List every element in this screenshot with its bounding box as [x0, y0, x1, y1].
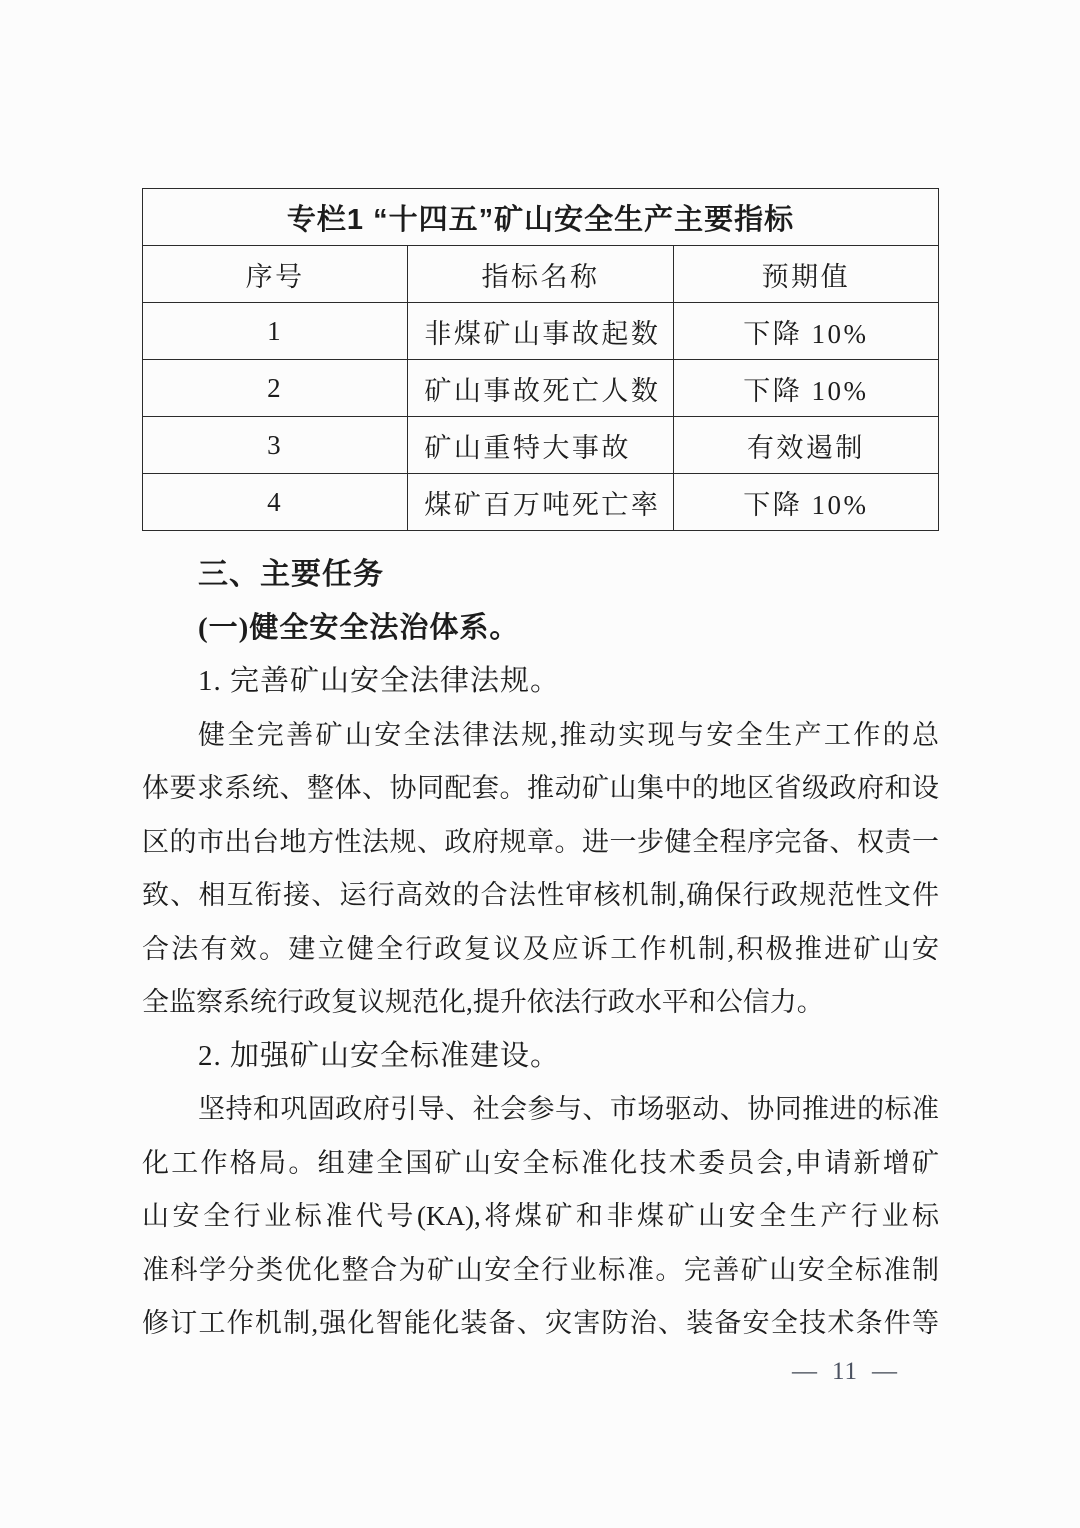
cell-expected-value: 下降 10%	[673, 474, 938, 531]
table-row	[143, 360, 939, 417]
paragraph1-line: 合法有效。建立健全行政复议及应诉工作机制,积极推进矿山安	[142, 933, 939, 964]
table-title-row	[143, 189, 939, 246]
paragraph2-line: 坚持和巩固政府引导、社会参与、市场驱动、协同推进的标准	[198, 1094, 939, 1124]
paragraph1-line: 全监察系统行政复议规范化,提升依法行政水平和公信力。	[142, 987, 824, 1017]
item2-heading: 2. 加强矿山安全标准建设。	[198, 1039, 561, 1072]
cell-expected-value: 下降 10%	[673, 360, 938, 417]
column-header-value: 预期值	[673, 246, 938, 303]
section-heading: 三、主要任务	[198, 558, 384, 591]
page-number	[745, 1358, 945, 1386]
column-header-no: 序号	[143, 246, 408, 303]
table-row	[143, 417, 939, 474]
paragraph1-line: 致、相互衔接、运行高效的合法性审核机制,确保行政规范性文件	[142, 880, 939, 910]
paragraph2-line: 化工作格局。组建全国矿山安全标准化技术委员会,申请新增矿	[142, 1147, 939, 1178]
cell-indicator-name-text: 非煤矿山事故起数	[424, 318, 661, 349]
table-header-row	[143, 246, 939, 303]
page-number-dash-left: —	[791, 1358, 818, 1385]
page-number-value: 11	[831, 1358, 859, 1385]
cell-row-no: 3	[143, 417, 408, 474]
cell-indicator-name	[408, 417, 673, 474]
cell-indicator-name	[408, 303, 673, 360]
cell-row-no: 2	[143, 360, 408, 417]
cell-indicator-name-text: 煤矿百万吨死亡率	[424, 489, 661, 520]
cell-row-no: 4	[143, 474, 408, 531]
paragraph1-line: 体要求系统、整体、协同配套。推动矿山集中的地区省级政府和设	[142, 773, 939, 803]
cell-expected-value: 下降 10%	[673, 303, 938, 360]
cell-expected-value: 有效遏制	[673, 417, 938, 474]
paragraph1-line: 健全完善矿山安全法律法规,推动实现与安全生产工作的总	[198, 719, 939, 750]
table-row	[143, 474, 939, 531]
paragraph2-line: 准科学分类优化整合为矿山安全行业标准。完善矿山安全标准制	[142, 1254, 939, 1285]
paragraph1-line: 区的市出台地方性法规、政府规章。进一步健全程序完备、权责一	[142, 826, 939, 857]
page-number-dash-right: —	[872, 1358, 899, 1385]
table-title: 专栏1 “十四五”矿山安全生产主要指标	[143, 189, 939, 246]
cell-indicator-name-text: 矿山事故死亡人数	[424, 375, 661, 406]
indicator-table	[142, 188, 939, 531]
cell-indicator-name	[408, 360, 673, 417]
subsection-heading: (一)健全安全法治体系。	[198, 611, 520, 644]
paragraph2-line: 修订工作机制,强化智能化装备、灾害防治、装备安全技术条件等	[142, 1308, 939, 1338]
cell-indicator-name-text: 矿山重特大事故	[424, 432, 631, 463]
cell-indicator-name	[408, 474, 673, 531]
table-row	[143, 303, 939, 360]
column-header-name: 指标名称	[408, 246, 673, 303]
paragraph2-line: 山安全行业标准代号(KA),将煤矿和非煤矿山安全生产行业标	[142, 1201, 939, 1231]
cell-row-no: 1	[143, 303, 408, 360]
body-text	[142, 548, 939, 1351]
item1-heading: 1. 完善矿山安全法律法规。	[198, 665, 561, 697]
